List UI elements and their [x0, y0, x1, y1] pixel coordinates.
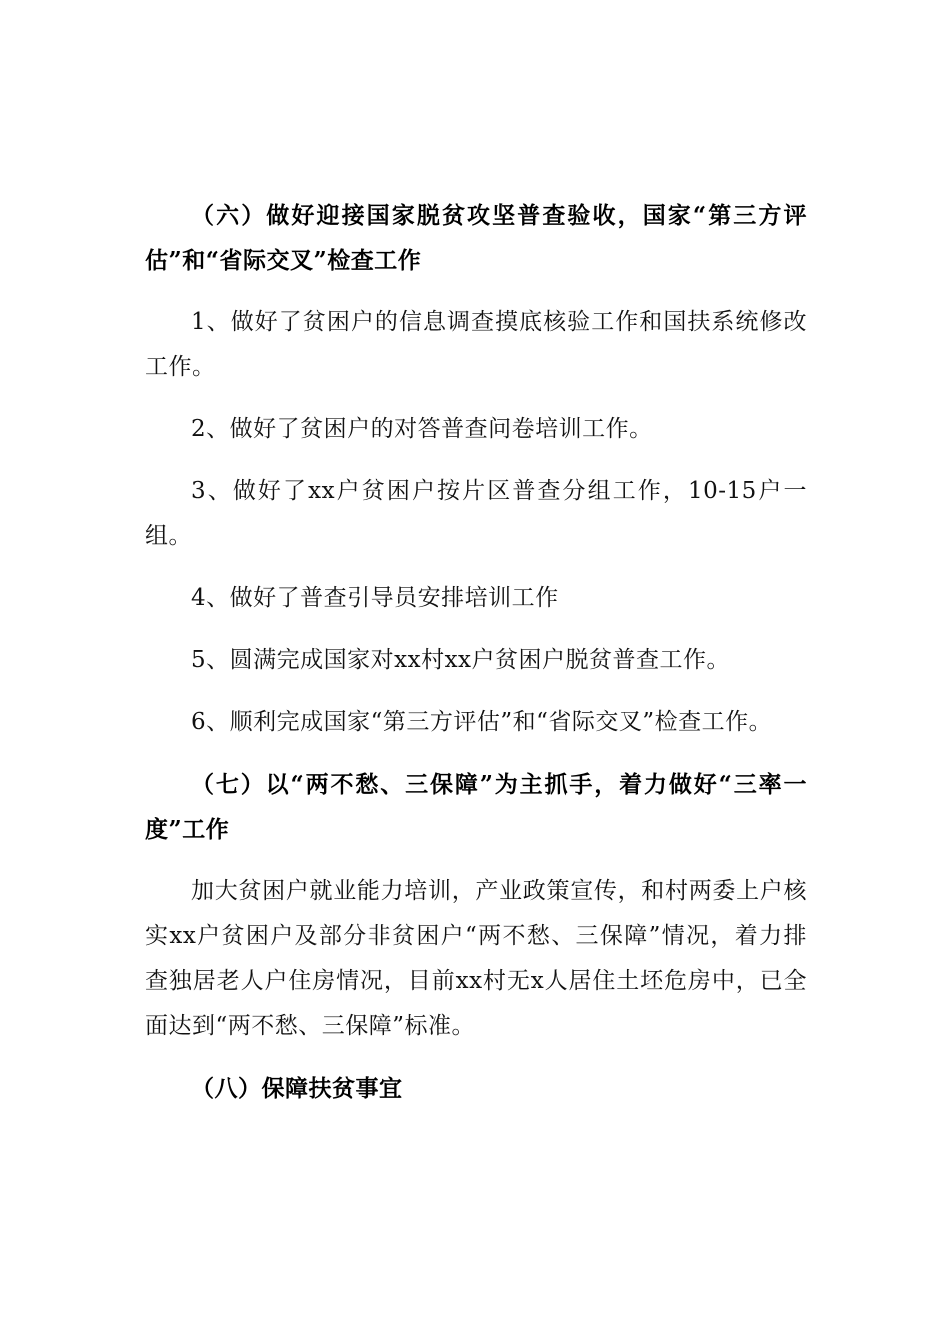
section-heading-6: （六）做好迎接国家脱贫攻坚普查验收，国家“第三方评估”和“省际交叉”检查工作 — [145, 202, 807, 274]
section-heading-8: （八）保障扶贫事宜 — [191, 1075, 403, 1102]
list-item-5: 5、圆满完成国家对xx村xx户贫困户脱贫普查工作。 — [191, 647, 731, 673]
list-item-6: 6、顺利完成国家“第三方评估”和“省际交叉”检查工作。 — [191, 709, 773, 735]
list-item-2: 2、做好了贫困户的对答普查问卷培训工作。 — [191, 416, 653, 442]
document-body — [145, 193, 807, 1111]
list-item-4: 4、做好了普查引导员安排培训工作 — [191, 585, 559, 611]
list-item-1: 1、做好了贫困户的信息调查摸底核验工作和国扶系统修改工作。 — [145, 309, 807, 380]
section-heading-7: （七）以“两不愁、三保障”为主抓手，着力做好“三率一度”工作 — [145, 771, 807, 843]
list-item-3: 3、做好了xx户贫困户按片区普查分组工作，10-15户一组。 — [145, 478, 807, 549]
body-paragraph: 加大贫困户就业能力培训，产业政策宣传，和村两委上户核实xx户贫困户及部分非贫困户“两不愁、三保障”情况，着力排查独居老人户住房情况，目前xx村无x人居住土坯危房中，已全面达到“两不愁、三保障”标准。 — [145, 878, 807, 1039]
